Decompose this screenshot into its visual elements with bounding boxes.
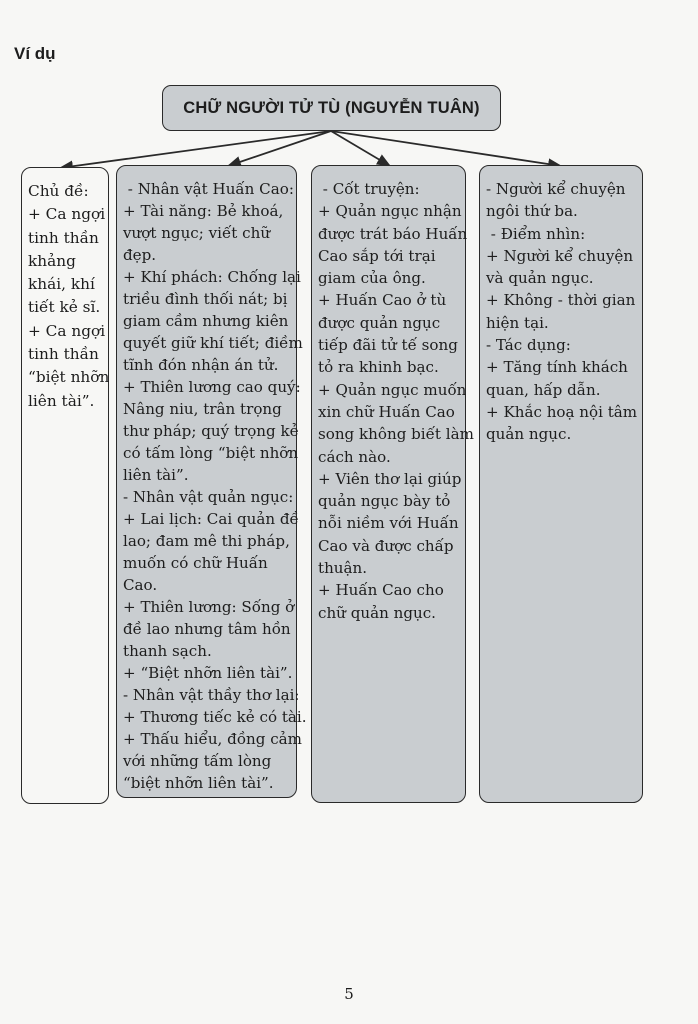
plot-line: quản ngục bày tỏ (318, 492, 451, 511)
plot-line: song không biết làm (318, 425, 474, 444)
characters-line: đề lao nhưng tâm hồn (123, 620, 291, 638)
theme-line: + Ca ngợi (28, 321, 106, 340)
narration-line: + Khắc hoạ nội tâm (486, 402, 638, 421)
section-heading: Ví dụ (14, 44, 56, 63)
narration-line: + Tăng tính khách (486, 358, 628, 377)
plot-box (311, 165, 474, 803)
theme-line: + Ca ngợi (28, 205, 106, 224)
narration-line: ngôi thứ ba. (486, 202, 578, 221)
characters-line: + Lai lịch: Cai quản đề (123, 510, 299, 528)
theme-line: Chủ đề: (28, 182, 89, 200)
characters-line: Cao. (123, 576, 158, 594)
narration-line: + Không - thời gian (486, 291, 636, 310)
plot-line: - Cốt truyện: (318, 180, 420, 198)
characters-line: đẹp. (123, 246, 157, 264)
plot-line: được trát báo Huấn (318, 224, 468, 243)
characters-line: triều đình thối nát; bị (123, 290, 288, 308)
characters-line: lao; đam mê thi pháp, (123, 532, 290, 550)
characters-box (116, 165, 307, 798)
characters-line: + Thiên lương: Sống ở (123, 598, 295, 616)
arrow-to-characters (228, 131, 331, 166)
narration-line: và quản ngục. (486, 269, 594, 288)
characters-line: thư pháp; quý trọng kẻ (123, 422, 299, 440)
theme-line: tinh thần (28, 228, 99, 247)
plot-line: + Quản ngục muốn (318, 380, 467, 399)
narration-line: quan, hấp dẫn. (486, 380, 601, 399)
plot-line: giam của ông. (318, 269, 426, 288)
characters-line: + Tài năng: Bẻ khoá, (123, 202, 284, 220)
characters-line: + Thương tiếc kẻ có tài. (123, 708, 307, 726)
diagram-title: CHỮ NGƯỜI TỬ TÙ (NGUYỄN TUÂN) (183, 98, 480, 117)
narration-line: - Người kể chuyện (486, 180, 626, 198)
narration-line: hiện tại. (486, 313, 549, 332)
characters-line: có tấm lòng “biệt nhỡn (123, 444, 299, 462)
characters-line: + Khí phách: Chống lại (123, 268, 301, 286)
characters-line: + Thấu hiểu, đồng cảm (123, 730, 302, 748)
theme-line: liên tài”. (28, 391, 95, 410)
narration-line: quản ngục. (486, 425, 572, 444)
theme-line: tinh thần (28, 345, 99, 364)
theme-line: tiết kẻ sĩ. (28, 298, 101, 317)
plot-line: xin chữ Huấn Cao (318, 402, 455, 421)
characters-line: giam cầm nhưng kiên (123, 312, 289, 330)
plot-line: Cao sắp tới trại (318, 246, 436, 265)
characters-line: với những tấm lòng (123, 752, 272, 770)
plot-line: tỏ ra khinh bạc. (318, 358, 439, 377)
narration-box (479, 165, 643, 803)
theme-box (21, 167, 109, 804)
narration-line: + Người kể chuyện (486, 246, 634, 265)
arrow-to-narration (331, 131, 561, 166)
plot-line: + Huấn Cao ở tù (318, 291, 447, 310)
characters-line: + Thiên lương cao quý: (123, 378, 301, 396)
plot-line: thuận. (318, 559, 368, 578)
plot-line: chữ quản ngục. (318, 603, 436, 622)
characters-line: + “Biệt nhỡn liên tài”. (123, 664, 293, 682)
plot-line: + Quản ngục nhận (318, 202, 462, 221)
characters-line: muốn có chữ Huấn (123, 554, 268, 572)
characters-line: - Nhân vật thầy thơ lại: (123, 686, 300, 704)
characters-line: quyết giữ khí tiết; điềm (123, 334, 303, 352)
plot-line: nỗi niềm với Huấn (318, 514, 459, 533)
theme-line: khái, khí (28, 275, 95, 294)
characters-line: vượt ngục; viết chữ (123, 224, 271, 242)
characters-line: Nâng niu, trân trọng (123, 400, 282, 418)
characters-line: - Nhân vật Huấn Cao: (123, 180, 294, 198)
plot-line: được quản ngục (318, 313, 441, 332)
plot-line: + Viên thơ lại giúp (318, 469, 462, 488)
narration-line: - Điểm nhìn: (486, 224, 586, 243)
arrow-to-theme (60, 131, 331, 168)
characters-line: thanh sạch. (123, 642, 212, 660)
characters-line: tĩnh đón nhận án tử. (123, 356, 279, 374)
narration-line: - Tác dụng: (486, 336, 571, 355)
theme-line: khảng (28, 251, 76, 270)
plot-line: tiếp đãi tử tế song (318, 336, 458, 355)
characters-line: - Nhân vật quản ngục: (123, 488, 294, 506)
characters-line: liên tài”. (123, 466, 189, 484)
theme-line: “biệt nhỡn (28, 368, 110, 387)
characters-line: “biệt nhỡn liên tài”. (123, 774, 274, 792)
plot-line: Cao và được chấp (318, 536, 454, 555)
plot-line: cách nào. (318, 447, 391, 466)
page-number: 5 (344, 985, 354, 1003)
plot-line: + Huấn Cao cho (318, 581, 444, 600)
